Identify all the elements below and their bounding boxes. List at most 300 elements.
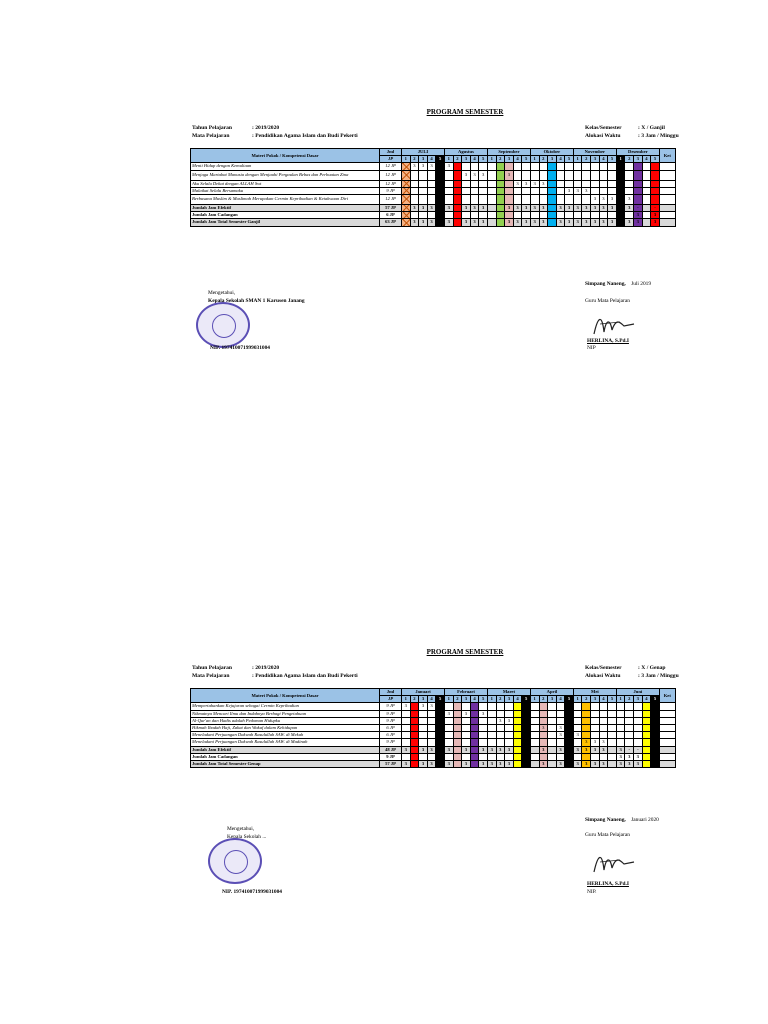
week-cell [642,760,651,767]
week-cell [479,212,488,219]
week-cell [427,739,436,746]
week-cell [651,753,660,760]
week-cell [556,753,565,760]
week-header: 3 [462,156,471,163]
mengetahui: Mengetahui, [227,826,255,832]
week-cell [453,746,462,753]
week-cell [402,180,411,187]
week-cell: 3 [419,219,428,226]
week-cell: 3 [634,753,643,760]
value: : 3 Jam / Minggu [638,673,679,679]
week-cell [436,760,445,767]
week-cell [642,180,651,187]
month-header: Maret [487,689,530,696]
week-cell: 3 [608,204,617,211]
week-cell [402,732,411,739]
week-cell [470,724,479,731]
week-cell [470,212,479,219]
week-cell [548,163,557,170]
ket-cell [659,180,675,187]
week-cell: 3 [608,194,617,204]
week-cell: 3 [582,746,591,753]
month-header: Agustus [444,149,487,156]
week-cell: 3 [616,760,625,767]
week-header: 4 [513,696,522,703]
week-cell [651,724,660,731]
week-header: 3 [591,696,600,703]
jp-cell: 6 JP [380,724,402,731]
week-cell [496,180,505,187]
label: Tahun Pelajaran [192,665,233,671]
week-cell: 3 [616,753,625,760]
week-cell [582,194,591,204]
week-header: 3 [419,156,428,163]
schedule-table [190,148,676,227]
week-cell [608,212,617,219]
week-cell [487,212,496,219]
summary-row [191,204,676,211]
week-cell [410,180,419,187]
week-cell [427,187,436,194]
week-cell: - [634,204,643,211]
week-cell [548,212,557,219]
week-cell [642,739,651,746]
week-cell [505,732,514,739]
col-header-jml: Jml [380,149,402,156]
week-cell [582,717,591,724]
week-cell [496,724,505,731]
week-cell [505,724,514,731]
week-header: 3 [505,156,514,163]
materi-cell: Malaikat Selalu Bersamaku [191,187,380,194]
week-cell [642,219,651,226]
week-cell [410,710,419,717]
week-cell [470,163,479,170]
week-header: 4 [556,696,565,703]
week-cell [522,194,531,204]
week-cell [565,163,574,170]
week-cell [625,703,634,710]
week-cell [625,163,634,170]
week-cell [530,746,539,753]
schedule-table [190,688,676,768]
week-cell [410,170,419,180]
week-cell [453,170,462,180]
week-cell [616,170,625,180]
week-cell [651,717,660,724]
week-cell [402,219,411,226]
week-cell [427,180,436,187]
week-cell [651,746,660,753]
table-row [191,170,676,180]
week-cell: 3 [591,760,600,767]
kepala-sekolah: Kepala Sekolah SMAN 1 Karusen Janang [208,298,305,304]
table-row [191,187,676,194]
week-cell [616,710,625,717]
week-cell: 3 [427,219,436,226]
week-cell: 3 [505,746,514,753]
week-cell: 3 [556,746,565,753]
table-row [191,732,676,739]
week-cell [410,187,419,194]
week-cell [548,724,557,731]
header-left [192,124,358,140]
week-cell [625,212,634,219]
week-cell: 3 [462,746,471,753]
jp-cell: 12 JP [380,163,402,170]
week-cell [530,703,539,710]
week-header: 5 [608,156,617,163]
jp-cell: 57 JP [380,760,402,767]
week-cell [530,732,539,739]
week-cell [402,194,411,204]
jp-cell: 12 JP [380,180,402,187]
week-header: 2 [625,696,634,703]
week-cell [634,163,643,170]
week-cell [487,170,496,180]
week-cell [402,724,411,731]
week-header: 5 [651,696,660,703]
week-cell [505,194,514,204]
week-cell [625,732,634,739]
week-cell [548,703,557,710]
week-cell [634,710,643,717]
week-cell: 3 [539,204,548,211]
week-header: 3 [634,156,643,163]
week-header: 5 [436,696,445,703]
week-cell: 3 [505,717,514,724]
week-cell: 3 [419,703,428,710]
week-cell [565,739,574,746]
jp-cell: 12 JP [380,194,402,204]
week-cell: - [634,746,643,753]
week-cell: 3 [444,746,453,753]
week-cell [479,194,488,204]
label: Mata Pelajaran [192,673,230,679]
week-header: 3 [548,156,557,163]
week-header: 1 [573,696,582,703]
week-cell [444,724,453,731]
month-header: Desember [616,149,659,156]
week-cell [582,170,591,180]
jp-cell: 12 JP [380,170,402,180]
week-header: 4 [556,156,565,163]
week-cell [573,739,582,746]
week-cell [616,163,625,170]
week-header: 2 [582,156,591,163]
week-cell [634,732,643,739]
week-cell [402,753,411,760]
week-header: 1 [530,696,539,703]
jp-cell: 9 JP [380,710,402,717]
week-cell [487,724,496,731]
week-cell: 3 [556,724,565,731]
week-cell [539,187,548,194]
week-cell [444,717,453,724]
week-cell [470,717,479,724]
table-row [191,710,676,717]
week-cell [505,739,514,746]
week-cell: 3 [427,703,436,710]
week-cell [651,760,660,767]
week-header: 1 [402,156,411,163]
week-cell [582,710,591,717]
week-cell [599,710,608,717]
ket-cell [659,753,675,760]
week-cell: 3 [427,760,436,767]
ket-cell [659,219,675,226]
week-cell [453,724,462,731]
materi-cell: Meneladani Perjuangan Dakwah Rasulullah SAW. di Mekah [191,732,380,739]
week-cell [470,732,479,739]
week-cell: 3 [496,760,505,767]
week-cell: 3 [505,760,514,767]
week-cell: 3 [470,219,479,226]
week-cell [608,760,617,767]
week-cell [462,732,471,739]
week-cell: 3 [539,760,548,767]
week-cell: 3 [522,746,531,753]
week-cell [616,180,625,187]
week-cell: 3 [634,760,643,767]
week-cell [565,760,574,767]
week-header: 1 [402,696,411,703]
week-cell [453,739,462,746]
week-cell [487,219,496,226]
week-cell [487,204,496,211]
week-cell [496,204,505,211]
week-cell: 3 [496,746,505,753]
week-cell: 3 [591,746,600,753]
week-cell [565,717,574,724]
week-header: 5 [436,156,445,163]
week-header: 5 [565,696,574,703]
week-cell: 3 [599,760,608,767]
week-cell [548,746,557,753]
week-cell [453,753,462,760]
week-cell: 3 [651,219,660,226]
week-cell [487,717,496,724]
ket-cell [659,760,675,767]
week-cell: 3 [470,204,479,211]
kepala-sekolah: Kepala Sekolah ... [227,834,267,840]
week-header: 2 [539,696,548,703]
label: Kelas/Semester [585,665,622,671]
week-cell [479,732,488,739]
week-cell [530,710,539,717]
week-cell [599,717,608,724]
week-cell [522,710,531,717]
week-cell [402,204,411,211]
week-header: 1 [487,696,496,703]
ket-cell [659,170,675,180]
week-cell [582,180,591,187]
jp-cell: 9 JP [380,717,402,724]
header-left [192,664,358,680]
week-cell: 3 [479,170,488,180]
week-cell [487,710,496,717]
week-cell [419,732,428,739]
week-cell [479,717,488,724]
header-right [585,664,679,680]
table-row [191,180,676,187]
week-cell [470,180,479,187]
week-cell: 3 [419,163,428,170]
week-cell [444,703,453,710]
week-cell [496,739,505,746]
week-cell [548,180,557,187]
week-cell [616,187,625,194]
week-cell [453,760,462,767]
signature-image [590,312,636,338]
week-cell [444,187,453,194]
materi-cell: Al-Qur'an dan Hadis adalah Pedoman Hidupku [191,717,380,724]
week-cell [539,212,548,219]
week-cell [462,194,471,204]
week-cell [530,739,539,746]
week-cell [419,170,428,180]
materi-cell: Jumlah Jam Efektif [191,204,380,211]
table-row [191,717,676,724]
week-cell [470,739,479,746]
week-cell [548,170,557,180]
jp-cell: 9 JP [380,753,402,760]
week-cell [582,212,591,219]
week-cell: 3 [462,204,471,211]
week-cell [591,212,600,219]
week-cell [616,717,625,724]
week-cell [599,170,608,180]
week-header: 3 [548,696,557,703]
week-cell: 3 [487,746,496,753]
week-header: 1 [444,156,453,163]
week-header: 4 [470,156,479,163]
week-header: 1 [530,156,539,163]
week-cell [513,187,522,194]
week-cell [453,194,462,204]
week-header: 1 [616,156,625,163]
week-cell [505,710,514,717]
week-cell: 3 [522,180,531,187]
week-header: 2 [453,156,462,163]
week-cell: 3 [651,212,660,219]
week-cell [410,194,419,204]
week-header: 1 [487,156,496,163]
week-cell [402,739,411,746]
week-header: 1 [444,696,453,703]
week-cell [530,187,539,194]
value: : X / Ganjil [638,125,665,131]
week-cell [625,717,634,724]
month-header: September [487,149,530,156]
week-cell: 3 [556,204,565,211]
week-cell: 3 [522,219,531,226]
week-cell [513,194,522,204]
week-cell [419,194,428,204]
week-cell: 3 [444,219,453,226]
week-cell [591,753,600,760]
week-cell: 3 [591,194,600,204]
school-stamp [196,302,250,348]
week-cell [573,717,582,724]
week-cell [410,717,419,724]
week-cell: 3 [419,746,428,753]
week-cell: 3 [539,746,548,753]
week-header: 4 [599,696,608,703]
week-header: 4 [427,156,436,163]
week-cell [470,753,479,760]
week-cell [410,746,419,753]
week-cell: 3 [479,219,488,226]
week-cell [453,703,462,710]
week-cell: 3 [530,219,539,226]
week-header: 2 [582,696,591,703]
materi-cell: Berbusana Muslim & Muslimah Merupakan Cermin Kepribadian & Ketakwaan Diri [191,194,380,204]
week-cell [522,753,531,760]
ket-cell [659,732,675,739]
week-cell [470,194,479,204]
week-cell [496,710,505,717]
week-cell [522,187,531,194]
week-cell [651,180,660,187]
week-cell: 3 [470,170,479,180]
ket-cell [659,187,675,194]
week-cell [444,212,453,219]
guru-label: Guru Mata Pelajaran [585,832,630,838]
week-cell [599,187,608,194]
week-cell [513,753,522,760]
week-cell [513,746,522,753]
week-cell [599,724,608,731]
week-header: 5 [651,156,660,163]
week-cell [462,187,471,194]
week-cell [608,753,617,760]
week-cell [479,724,488,731]
week-cell: 3 [582,760,591,767]
week-cell [436,180,445,187]
week-cell: 3 [462,219,471,226]
month-header: Februari [444,689,487,696]
week-cell [556,739,565,746]
week-cell [462,717,471,724]
week-header: 2 [625,156,634,163]
week-cell [410,739,419,746]
week-cell: 3 [479,710,488,717]
week-cell [453,180,462,187]
week-cell: 3 [625,204,634,211]
week-cell [582,753,591,760]
week-cell [599,732,608,739]
week-cell: 3 [539,219,548,226]
week-cell [496,703,505,710]
week-cell [539,739,548,746]
week-cell [410,753,419,760]
week-cell [505,753,514,760]
week-cell [453,163,462,170]
week-cell [522,212,531,219]
week-cell [479,739,488,746]
ket-cell [659,746,675,753]
week-header: 5 [608,696,617,703]
week-cell: 3 [505,170,514,180]
value: : 2019/2020 [252,125,280,131]
week-cell: 3 [616,746,625,753]
col-header-materi: Materi Pokok / Kompetensi Dasar [191,689,380,703]
week-cell [642,753,651,760]
week-cell [530,760,539,767]
week-cell [402,710,411,717]
week-cell [470,746,479,753]
